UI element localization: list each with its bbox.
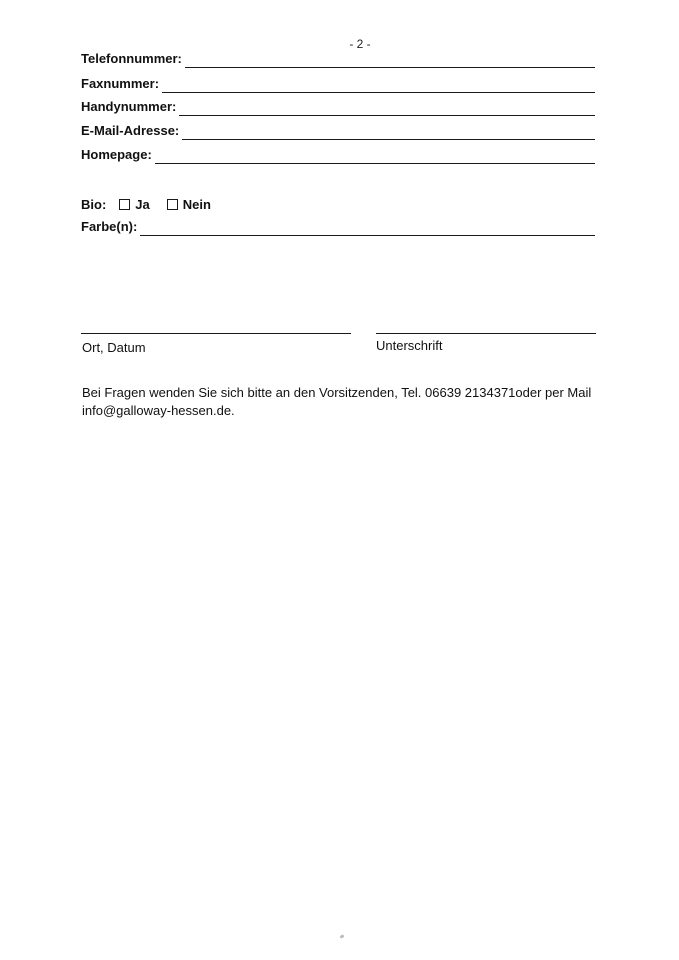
no-label: Nein [182, 196, 211, 212]
mobile-field[interactable] [81, 96, 595, 116]
fax-label: Faxnummer: [81, 76, 160, 91]
bio-label: Bio: [81, 196, 107, 212]
place-date-line[interactable] [81, 333, 351, 334]
bio-question [81, 195, 211, 213]
phone-label: Telefonnummer: [81, 51, 182, 66]
email-line[interactable] [182, 138, 595, 140]
email-field[interactable] [81, 120, 595, 140]
scan-speck [340, 934, 345, 939]
mobile-label: Handynummer: [81, 99, 177, 114]
signature-label: Unterschrift [376, 338, 443, 353]
no-checkbox[interactable] [167, 199, 178, 210]
fax-field[interactable] [81, 73, 595, 93]
homepage-field[interactable] [81, 144, 595, 164]
phone-field[interactable] [81, 48, 595, 68]
email-label: E-Mail-Adresse: [81, 123, 180, 138]
yes-label: Ja [135, 196, 150, 212]
page-number: - 2 - [349, 37, 371, 51]
signature-line[interactable] [376, 333, 596, 334]
contact-info-line: Bei Fragen wenden Sie sich bitte an den Vorsitzenden, Tel. 06639 2134371oder per Mail [82, 385, 592, 400]
phone-line[interactable] [185, 66, 595, 68]
homepage-label: Homepage: [81, 147, 152, 162]
homepage-line[interactable] [155, 162, 595, 164]
color-label: Farbe(n): [81, 219, 138, 234]
fax-line[interactable] [162, 91, 595, 93]
bio-option-yes[interactable] [119, 197, 149, 212]
color-line[interactable] [140, 234, 595, 236]
contact-info [82, 384, 642, 420]
contact-email: info@galloway-hessen.de. [82, 403, 235, 418]
color-field[interactable] [81, 216, 595, 236]
place-date-label: Ort, Datum [82, 340, 146, 355]
mobile-line[interactable] [179, 114, 595, 116]
bio-option-no[interactable] [167, 197, 211, 212]
yes-checkbox[interactable] [119, 199, 130, 210]
